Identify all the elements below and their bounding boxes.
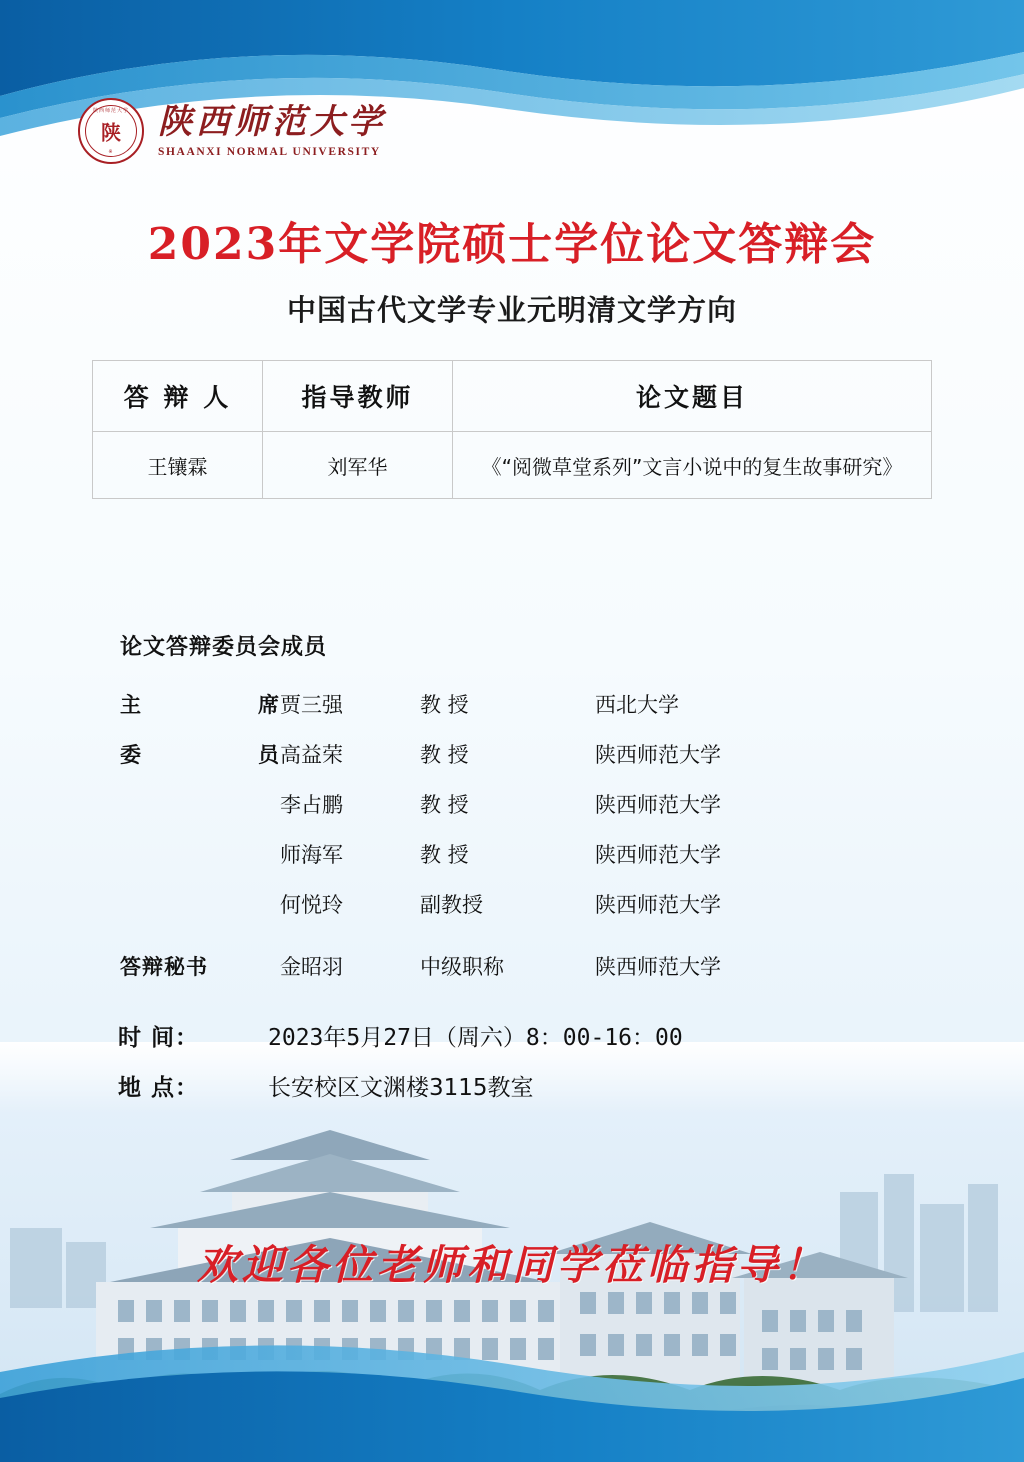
committee-member-name: 师海军 — [280, 843, 343, 867]
university-name-cn: 陕西师范大学 — [158, 102, 386, 143]
committee-member-name: 金昭羽 — [280, 955, 343, 979]
committee-member-rank: 中级职称 — [420, 955, 504, 979]
seal-character: 陕 — [101, 120, 121, 145]
committee-row-member-3 — [120, 829, 920, 879]
event-time-label: 时 间： — [118, 1024, 200, 1051]
table-header-thesis: 论文题目 — [453, 361, 932, 432]
event-place-value: 长安校区文渊楼3115教室 — [268, 1074, 534, 1101]
table-header-advisor: 指导教师 — [263, 361, 453, 432]
committee-member-org: 陕西师范大学 — [595, 843, 721, 867]
committee-member-name: 何悦玲 — [280, 893, 343, 917]
event-time-value: 2023年5月27日（周六）8：00-16：00 — [268, 1024, 683, 1051]
committee-member-rank: 教 授 — [420, 843, 469, 867]
university-wordmark — [158, 104, 386, 157]
table-header-row — [93, 361, 932, 432]
committee-member-rank: 教 授 — [420, 793, 469, 817]
committee-member-name: 贾三强 — [280, 693, 343, 717]
cell-candidate-name: 王镶霖 — [93, 432, 263, 499]
committee-heading: 论文答辩委员会成员 — [120, 635, 328, 660]
committee-row-member-1 — [120, 729, 920, 779]
committee-member-name: 高益荣 — [280, 743, 343, 767]
committee-member-org: 陕西师范大学 — [595, 955, 721, 979]
seal-ring-bottom-text: ※ — [108, 149, 114, 155]
event-place-row — [118, 1060, 938, 1110]
committee-role-label: 主 席 — [120, 693, 280, 717]
committee-section — [120, 630, 920, 991]
page-title: 2023年文学院硕士学位论文答辩会 — [147, 219, 877, 270]
event-place-label: 地 点： — [118, 1074, 200, 1101]
cell-thesis-title: 《“阅微草堂系列”文言小说中的复生故事研究》 — [453, 432, 932, 499]
table-row — [93, 432, 932, 499]
committee-member-org: 陕西师范大学 — [595, 743, 721, 767]
bottom-wave-band — [0, 1312, 1024, 1462]
committee-member-rank: 副教授 — [420, 893, 483, 917]
event-time-row — [118, 1010, 938, 1060]
cell-advisor-name: 刘军华 — [263, 432, 453, 499]
committee-row-chair — [120, 679, 920, 729]
candidate-table — [92, 360, 932, 499]
committee-member-org: 西北大学 — [595, 693, 679, 717]
university-logo — [78, 98, 386, 164]
committee-row-member-2 — [120, 779, 920, 829]
committee-member-org: 陕西师范大学 — [595, 893, 721, 917]
committee-member-name: 李占鹏 — [280, 793, 343, 817]
committee-row-member-4 — [120, 879, 920, 929]
committee-row-secretary — [120, 941, 920, 991]
candidate-table-wrapper — [92, 360, 932, 499]
committee-role-label: 答辩秘书 — [120, 955, 208, 979]
welcome-message: 欢迎各位老师和同学莅临指导！ — [197, 1241, 827, 1289]
page-subtitle: 中国古代文学专业元明清文学方向 — [286, 293, 737, 327]
university-seal-icon — [78, 98, 144, 164]
committee-member-org: 陕西师范大学 — [595, 793, 721, 817]
event-meta-section — [118, 1010, 938, 1110]
committee-role-label: 委 员 — [120, 743, 280, 767]
committee-member-rank: 教 授 — [420, 693, 469, 717]
seal-ring-top-text: 陕西师范大学 — [92, 108, 129, 114]
table-header-candidate: 答 辩 人 — [93, 361, 263, 432]
university-name-en: SHAANXI NORMAL UNIVERSITY — [158, 145, 381, 158]
committee-member-rank: 教 授 — [420, 743, 469, 767]
